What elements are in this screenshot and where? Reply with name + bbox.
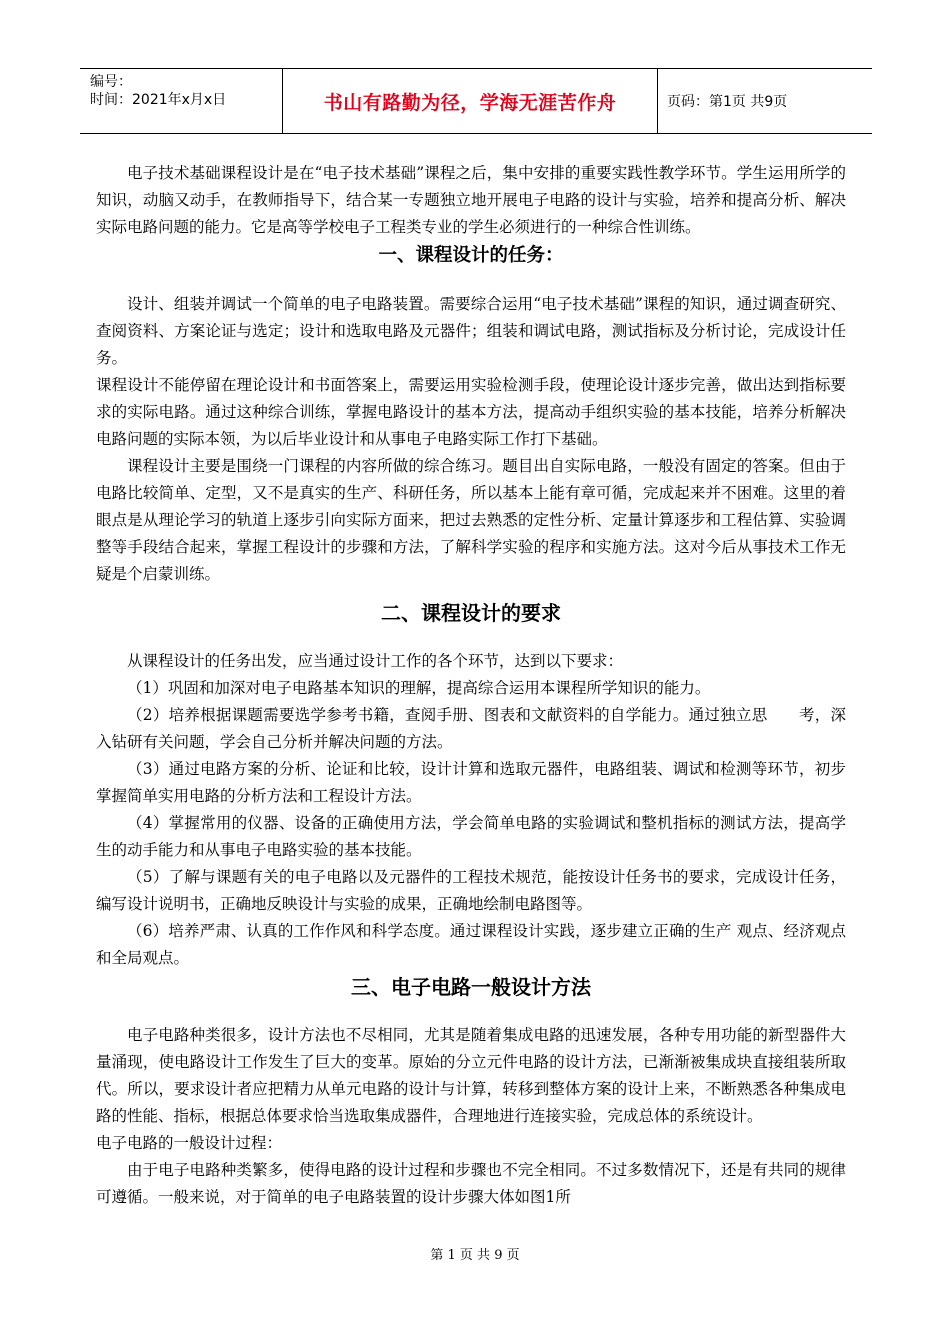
section3-paragraph-1: 电子电路种类很多，设计方法也不尽相同，尤其是随着集成电路的迅速发展，各种专用功能的新型器件大量涌现，使电路设计工作发生了巨大的变革。原始的分立元件电路的设计方法，已渐渐被集成块直接组装所取代。所以，要求设计者应把精力从单元电路的设计与计算，转移到整体方案的设计上来，不断熟悉各种集成电路的性能、指标，根据总体要求恰当选取集成器件，合理地进行连接实验，完成总体的系统设计。	[96, 1026, 846, 1125]
requirement-item: （6）培养严肃、认真的工作作风和科学态度。通过课程设计实践，逐步建立正确的生产 观点、经济观点和全局观点。	[96, 922, 846, 967]
requirement-item: （1）巩固和加深对电子电路基本知识的理解，提高综合运用本课程所学知识的能力。	[127, 679, 711, 697]
document-body	[96, 160, 846, 1211]
section3-heading: 三、电子电路一般设计方法	[351, 975, 591, 999]
page-footer: 第 1 页 共 9 页	[430, 1248, 520, 1263]
intro-paragraph: 电子技术基础课程设计是在“电子技术基础”课程之后，集中安排的重要实践性教学环节。学生运用所学的知识，动脑又动手，在教师指导下，结合某一专题独立地开展电子电路的设计与实验，培养和提高分析、解决实际电路问题的能力。它是高等学校电子工程类专业的学生必须进行的一种综合性训练。	[96, 164, 846, 236]
requirement-item: （2）培养根据课题需要选学参考书籍，查阅手册、图表和文献资料的自学能力。通过独立思 考，深入钻研有关问题，学会自己分析并解决问题的方法。	[96, 706, 846, 751]
page-header	[80, 68, 872, 134]
section1-heading: 一、课程设计的任务：	[378, 245, 564, 266]
requirement-item: （3）通过电路方案的分析、论证和比较，设计计算和选取元器件，电路组装、调试和检测等环节，初步掌握简单实用电路的分析方法和工程设计方法。	[96, 760, 846, 805]
section3-paragraph-2: 由于电子电路种类繁多，使得电路的设计过程和步骤也不完全相同。不过多数情况下，还是有共同的规律可遵循。一般来说，对于简单的电子电路装置的设计步骤大体如图1所	[96, 1161, 846, 1206]
section2-lead: 从课程设计的任务出发，应当通过设计工作的各个环节，达到以下要求：	[127, 652, 624, 670]
requirement-item: （5）了解与课题有关的电子电路以及元器件的工程技术规范，能按设计任务书的要求，完成设计任务，编写设计说明书，正确地反映设计与实验的成果，正确地绘制电路图等。	[96, 868, 846, 913]
header-motto: 书山有路勤为径，学海无涯苦作舟	[283, 69, 658, 133]
header-meta	[80, 69, 283, 133]
section3-subheading: 电子电路的一般设计过程：	[96, 1134, 283, 1152]
header-page-info: 页码：第1页 共9页	[667, 94, 788, 110]
section1-paragraph-3: 课程设计主要是围绕一门课程的内容所做的综合练习。题目出自实际电路，一般没有固定的答案。但由于电路比较简单、定型，又不是真实的生产、科研任务，所以基本上能有章可循，完成起来并不困难。这里的着眼点是从理论学习的轨道上逐步引向实际方面来，把过去熟悉的定性分析、定量计算逐步和工程估算、实验调整等手段结合起来，掌握工程设计的步骤和方法，了解科学实验的程序和实施方法。这对今后从事技术工作无疑是个启蒙训练。	[96, 457, 846, 583]
requirement-item: （4）掌握常用的仪器、设备的正确使用方法，学会简单电路的实验调试和整机指标的测试方法，提高学生的动手能力和从事电子电路实验的基本技能。	[96, 814, 846, 859]
section1-paragraph-2: 课程设计不能停留在理论设计和书面答案上，需要运用实验检测手段，使理论设计逐步完善，做出达到指标要求的实际电路。通过这种综合训练，掌握电路设计的基本方法，提高动手组织实验的基本技能，培养分析解决电路问题的实际本领，为以后毕业设计和从事电子电路实际工作打下基础。	[96, 376, 846, 448]
section1-paragraph-1: 设计、组装并调试一个简单的电子电路装置。需要综合运用“电子技术基础”课程的知识，通过调查研究、查阅资料、方案论证与选定；设计和选取电路及元器件；组装和调试电路，测试指标及分析讨论，完成设计任务。	[96, 295, 846, 367]
section2-heading: 二、课程设计的要求	[381, 601, 561, 625]
time-label: 时间：2021年x月x日	[90, 92, 227, 108]
number-label: 编号：	[90, 74, 132, 90]
